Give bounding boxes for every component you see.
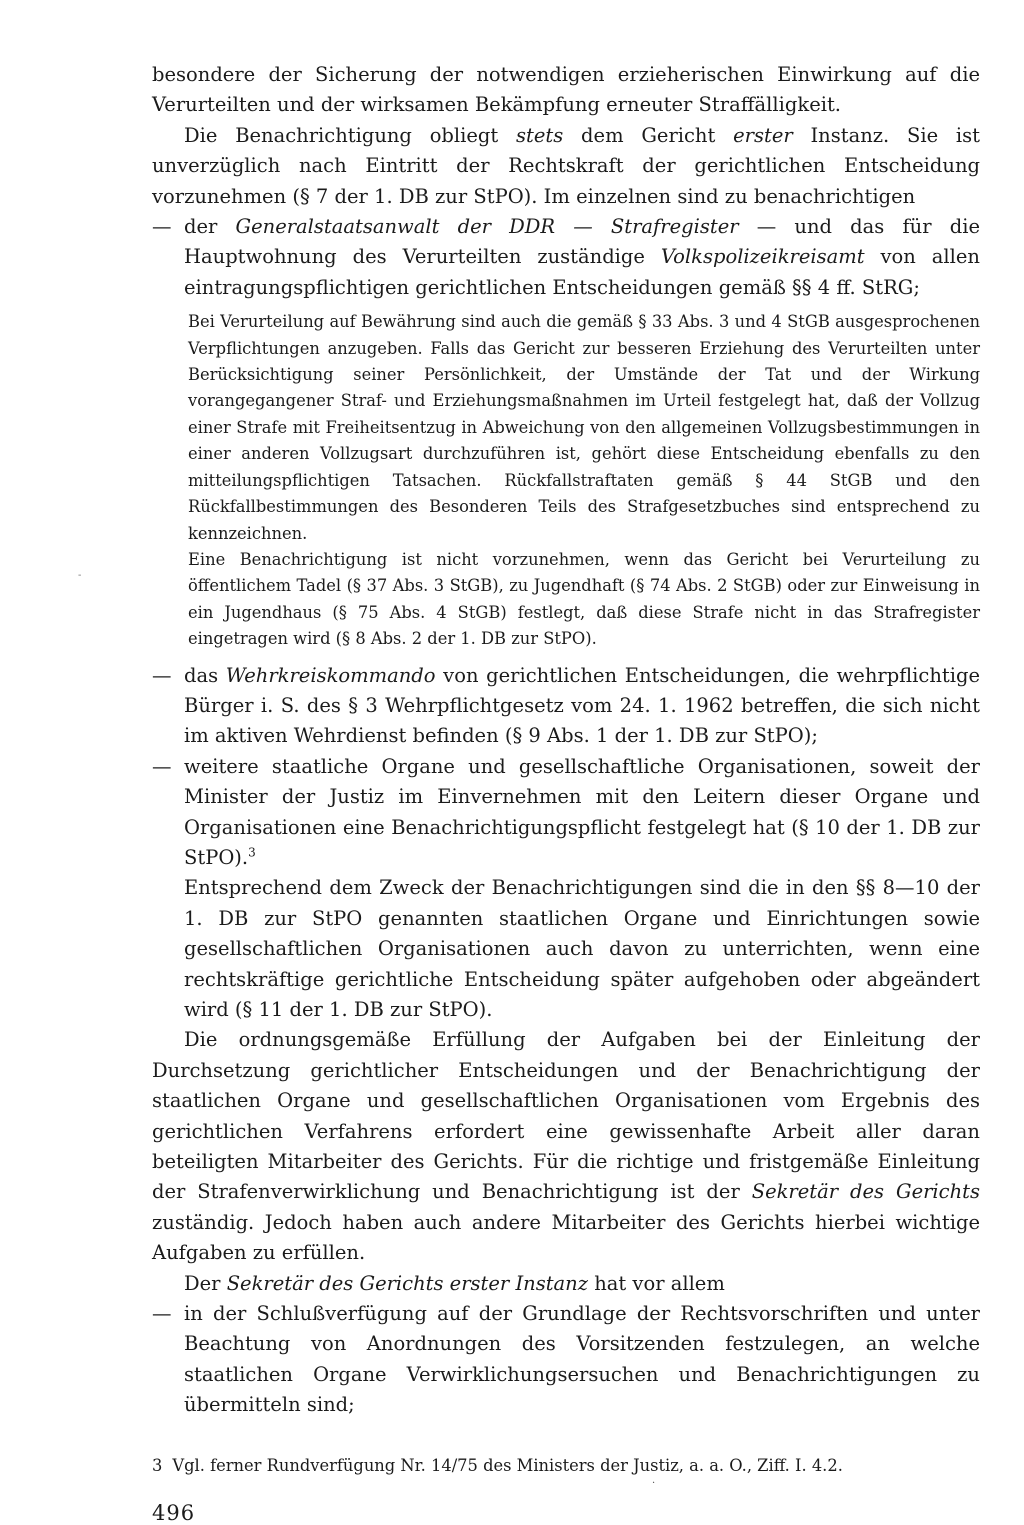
page-number: 496: [152, 1500, 196, 1525]
paragraph-aufgaben: Die ordnungsgemäße Erfüllung der Aufgaben bei der Einleitung der Durchsetzung gerichtlicher Entscheidungen und der Benachrichtigung der staatlichen Organe und gesellschaftlichen Organisationen vom Ergebnis des gerichtlichen Verfahrens erfordert eine gewissenhafte Arbeit aller daran beteiligten Mitarbeiter des Gerichts. Für die richtige und fristgemäße Einleitung der Strafenverwirklichung und Benachrichtigung ist der Sekretär des Gerichts zuständig. Jedoch haben auch andere Mitarbeiter des Gerichts hierbei wichtige Aufgaben zu erfüllen.: [152, 1028, 980, 1265]
dash-marker: —: [152, 215, 172, 239]
list-item-weitere-organe: — weitere staatliche Organe und gesellschaftliche Organisationen, soweit der Minister der Justiz im Einvernehmen mit den Leitern dieser Organe und Organisationen eine Benachrichtigungspflicht festgelegt hat (§ 10 der 1. DB zur StPO).$^3$: [152, 752, 980, 874]
paragraph-notification-duty: Die Benachrichtigung obliegt stets dem Gericht erster Instanz. Sie ist unverzüglich nach Eintritt der Rechtskraft der gerichtlichen Entscheidung vorzunehmen (§ 7 der 1. DB zur StPO). Im einzelnen sind zu benachrichtigen: [152, 123, 980, 208]
smallprint-probation: Bei Verurteilung auf Bewährung sind auch die gemäß § 33 Abs. 3 und 4 StGB ausgesprochenen Verpflichtungen anzugeben. Falls das Gericht zur besseren Erziehung des Verurteilten unter Berücksichtigung seiner Persönlichkeit, der Umstände der Tat und der Wirkung vorangegangener Straf- und Erziehungsmaßnahmen im Urteil festgelegt hat, daß der Vollzug einer Strafe mit Freiheitsentzug in Abweichung von den allgemeinen Vollzugsbestimmungen in einer anderen Vollzugsart durchzuführen ist, gehört diese Entscheidung ebenfalls zu den mitteilungspflichtigen Tatsachen. Rückfallstraftaten gemäß § 44 StGB und den Rückfallbestimmungen des Besonderen Teils des Strafgesetzbuches sind entsprechend zu kennzeichnen.: [188, 312, 980, 543]
scan-dot-mark: ·: [652, 1478, 656, 1489]
footnote-number: 3: [152, 1455, 163, 1475]
footnote: [152, 1453, 980, 1479]
list-item-schlussverfuegung: — in der Schlußverfügung auf der Grundlage der Rechtsvorschriften und unter Beachtung von Anordnungen des Vorsitzenden festzulegen, an welche staatlichen Organe Verwirklichungsersuchen und Benachrichtigungen zu übermitteln sind;: [152, 1299, 980, 1421]
paragraph-intro: besondere der Sicherung der notwendigen erzieherischen Einwirkung auf die Verurteilten und der wirksamen Bekämpfung erneuter Straffälligkeit.: [152, 63, 980, 117]
footnote-text: Vgl. ferner Rundverfügung Nr. 14/75 des Ministers der Justiz, a. a. O., Ziff. I. 4.2.: [172, 1455, 843, 1475]
list-item-wehrkreiskommando: — das Wehrkreiskommando von gerichtlichen Entscheidungen, die wehrpflichtige Bürger i. S. des § 3 Wehrpflichtgesetz vom 24. 1. 1962 betreffen, die sich nicht im aktiven Wehrdienst befinden (§ 9 Abs. 1 der 1. DB zur StPO);: [152, 661, 980, 752]
smallprint-block: [188, 309, 980, 652]
paragraph-sekretaer: Der Sekretär des Gerichts erster Instanz hat vor allem: [184, 1271, 725, 1295]
dash-marker: —: [152, 663, 172, 687]
smallprint-exception: Eine Benachrichtigung ist nicht vorzunehmen, wenn das Gericht bei Verurteilung zu öffentlichem Tadel (§ 37 Abs. 3 StGB), zu Jugendhaft (§ 74 Abs. 2 StGB) oder zur Einweisung in ein Jugendhaus (§ 75 Abs. 4 StGB) festlegt, daß diese Strafe nicht in das Strafregister eingetragen wird (§ 8 Abs. 2 der 1. DB zur StPO).: [188, 549, 980, 649]
footnote-ref: 3: [248, 845, 256, 860]
list-item-generalstaatsanwalt: — der Generalstaatsanwalt der DDR — Strafregister — und das für die Hauptwohnung des Verurteilten zuständige Volkspolizeikreisamt von allen eintragungspflichtigen gerichtlichen Entscheidungen gemäß §§ 4 ff. StRG;: [152, 212, 980, 303]
scan-speck-mark: -: [78, 570, 82, 581]
dash-marker: —: [152, 754, 172, 778]
paragraph-aufhebung: Entsprechend dem Zweck der Benachrichtigungen sind die in den §§ 8—10 der 1. DB zur StPO genannten staatlichen Organe und Einrichtungen sowie gesellschaftlichen Organisationen auch davon zu unterrichten, wenn eine rechtskräftige gerichtliche Entscheidung später aufgehoben oder abgeändert wird (§ 11 der 1. DB zur StPO).: [184, 876, 980, 1021]
dash-marker: —: [152, 1302, 172, 1326]
